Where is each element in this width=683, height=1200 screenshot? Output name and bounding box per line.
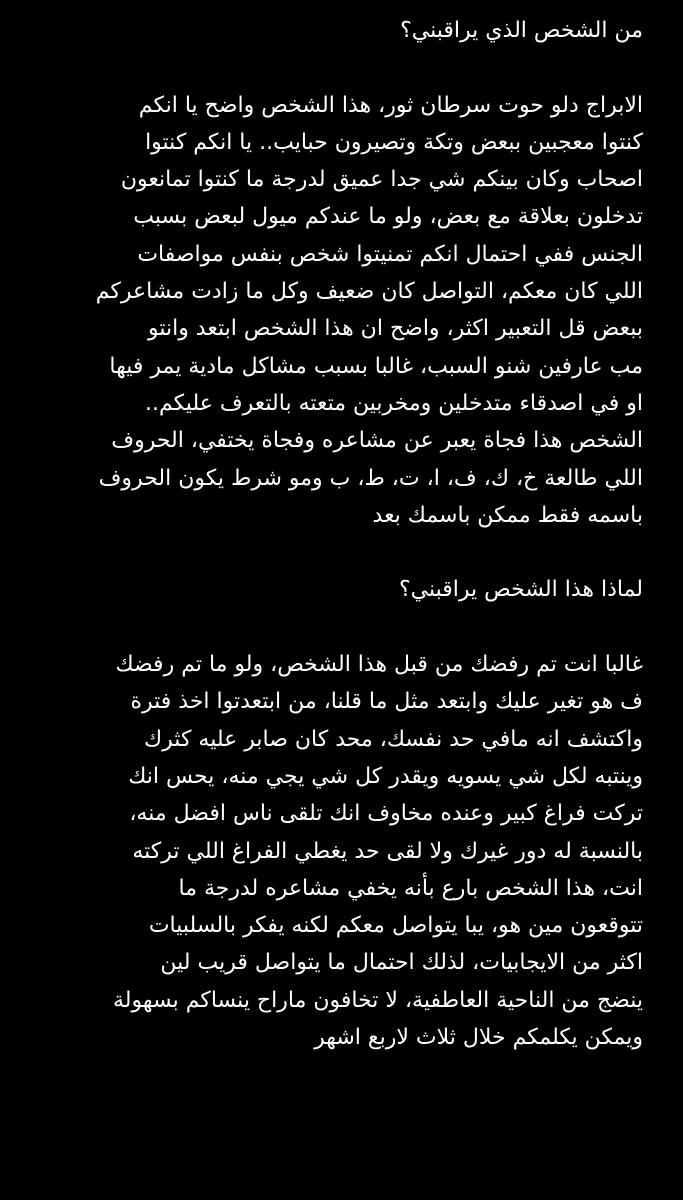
- text-line: الابراج دلو حوت سرطان ثور، هذا الشخص واضح يا انكم: [138, 92, 643, 118]
- text-line: بالنسبة له دور غيرك ولا لقى حد يغطي الفراغ اللي تركته: [132, 838, 643, 864]
- text-line: اللي طالعة خ، ك، ف، ا، ت، ط، ب ومو شرط يكون الحروف: [98, 465, 643, 491]
- text-line: مب عارفين شنو السبب، غالبا بسبب مشاكل مادية يمر فيها: [109, 353, 643, 379]
- text-line: اللي كان معكم، التواصل كان ضعيف وكل ما زادت مشاعركم: [95, 279, 643, 305]
- text-line: ف هو تغير عليك وابتعد مثل ما قلنا، من ابتعدتوا اخذ فترة: [130, 689, 643, 715]
- text-line: تدخلون بعلاقة مع بعض، ولو ما عندكم ميول لبعض بسبب: [133, 204, 643, 230]
- text-line: ينضج من الناحية العاطفية، لا تخافون ماراح ينساكم بسهولة: [112, 987, 643, 1013]
- text-line: ببعض قل التعبير اكثر، واضح ان هذا الشخص ابتعد وانتو: [147, 316, 643, 342]
- text-line: انت، هذا الشخص بارع بأنه يخفي مشاعره لدرجة ما: [178, 875, 643, 901]
- text-line: الجنس ففي احتمال انكم تمنيتوا شخص بنفس مواصفات: [137, 241, 643, 267]
- text-line: تركت فراغ كبير وعنده مخاوف انك تلقى ناس افضل منه،: [129, 801, 643, 827]
- heading-who-is-watching: من الشخص الذي يراقبني؟: [400, 18, 643, 43]
- text-line: واكتشف انه مافي حد نفسك، محد كان صابر عليه كثرك: [144, 726, 643, 752]
- text-line: او في اصدقاء متدخلين ومخربين متعته بالتعرف عليكم..: [145, 390, 643, 416]
- text-line: الشخص هذا فجاة يعبر عن مشاعره وفجاة يختفي، الحروف: [111, 428, 643, 454]
- text-line: كنتوا معجبين ببعض وتكة وتصيرون حبايب.. يا انكم كنتوا: [145, 129, 643, 155]
- heading-why-watching: لماذا هذا الشخص يراقبني؟: [398, 577, 643, 603]
- text-line: تتوقعون مين هو، يبا يتواصل معكم لكنه يفكر بالسلبيات: [148, 913, 643, 939]
- spacer: [28, 609, 643, 646]
- text-line: باسمه فقط ممكن باسمك بعد: [372, 502, 643, 528]
- paragraph-why: [28, 646, 643, 1056]
- text-line: اكثر من الايجابيات، لذلك احتمال ما يتواصل قريب لين: [160, 950, 643, 976]
- paragraph-who: [28, 87, 643, 535]
- text-line: وينتبه لكل شي يسويه ويقدر كل شي يجي منه، يحس انك: [128, 763, 643, 789]
- spacer: [28, 534, 643, 571]
- text-line: غالبا انت تم رفضك من قبل هذا الشخص، ولو ما تم رفضك: [115, 652, 643, 678]
- spacer: [28, 49, 643, 86]
- text-line: اصحاب وكان بينكم شي جدا عميق لدرجة ما كنتوا تمانعون: [120, 167, 643, 193]
- text-line: ويمكن يكلمكم خلال ثلاث لاربع اشهر: [314, 1025, 643, 1051]
